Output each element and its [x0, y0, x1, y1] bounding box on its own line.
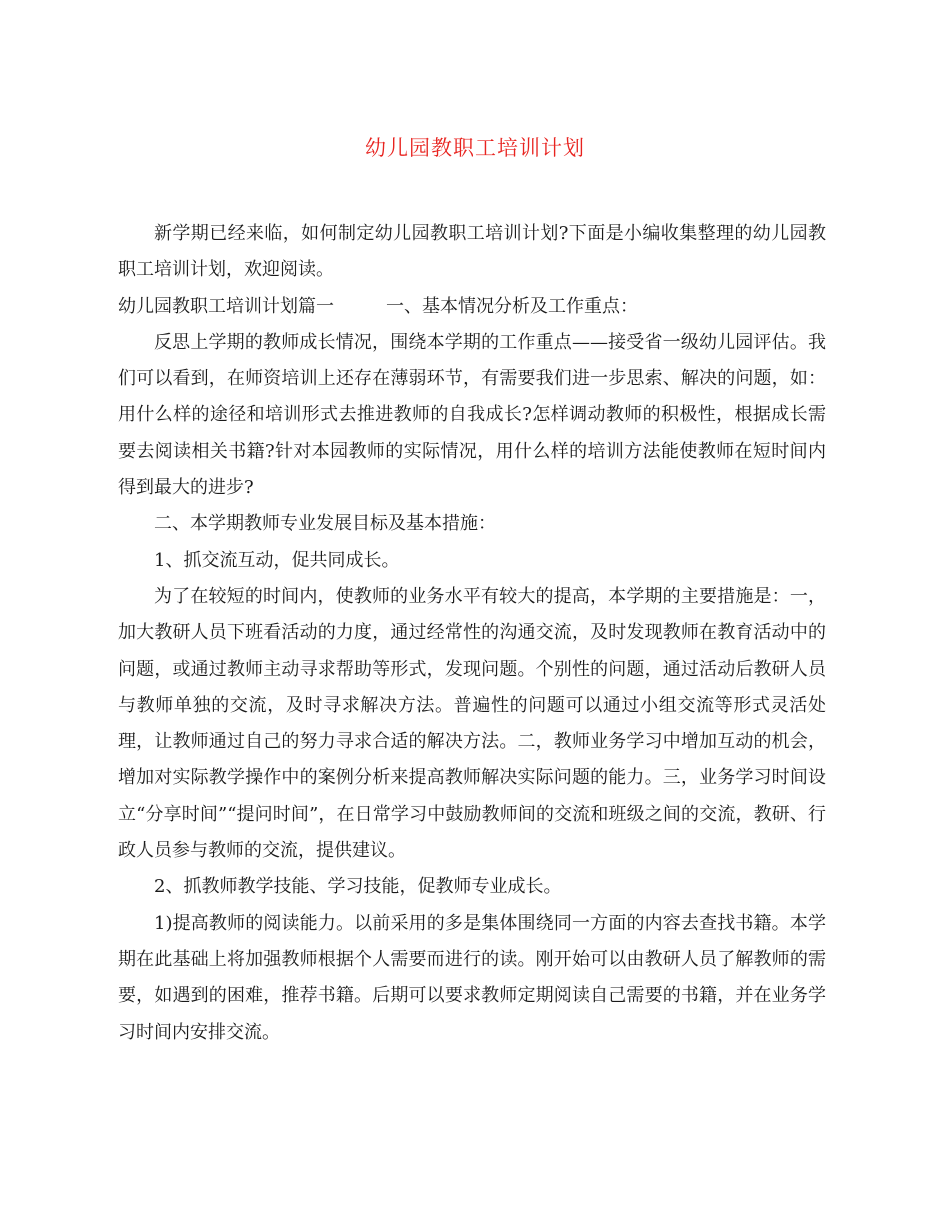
paragraph-analysis: 反思上学期的教师成长情况，围绕本学期的工作重点——接受省一级幼儿园评估。我们可以看到，在师资培训上还存在薄弱环节，有需要我们进一步思索、解决的问题，如：用什么样的途径和培训形式去推进教师的自我成长?怎样调动教师的积极性，根据成长需要去阅读相关书籍?针对本园教师的实际情况，用什么样的培训方法能使教师在短时间内得到最大的进步? — [118, 331, 826, 499]
document-body — [118, 216, 826, 1051]
heading-exchange: 1、抓交流互动，促共同成长。 — [154, 549, 400, 571]
section-label: 幼儿园教职工培训计划篇一 — [118, 295, 334, 317]
heading-goals: 二、本学期教师专业发展目标及基本措施： — [154, 513, 496, 535]
section-line — [118, 289, 826, 325]
heading-skills: 2、抓教师教学技能、学习技能，促教师专业成长。 — [154, 876, 562, 898]
paragraph-measures-text: 为了在较短的时间内，使教师的业务水平有较大的提高，本学期的主要措施是：一，加大教研人员下班看活动的力度，通过经常性的沟通交流，及时发现教师在教育活动中的问题，或通过教师主动寻求帮助等形式，发现问题。个别性的问题，通过活动后教研人员与教师单独的交流，及时寻求解决方法。普遍性的问题可以通过小组交流等形式灵活处理，让教师通过自己的努力寻求合适的解决方法。二，教师业务学习中增加互动的机会，增加对实际教学操作中的案例分析来提高教师解决实际问题的能力。三，业务学习时间设立“分享时间”“提问时间”，在日常学习中鼓励教师间的交流和班级之间的交流，教研、行政人员参与教师的交流，提供建议。 — [118, 585, 826, 862]
paragraph-measures — [118, 579, 826, 869]
section-heading: 一、基本情况分析及工作重点： — [386, 295, 638, 317]
paragraph-reading: 1)提高教师的阅读能力。以前采用的多是集体围绕同一方面的内容去查找书籍。本学期在此基础上将加强教师根据个人需要而进行的读。刚开始可以由教研人员了解教师的需要，如遇到的困难，推荐书籍。后期可以要求教师定期阅读自己需要的书籍，并在业务学习时间内安排交流。 — [118, 912, 826, 1043]
intro-paragraph: 新学期已经来临，如何制定幼儿园教职工培训计划?下面是小编收集整理的幼儿园教职工培训计划，欢迎阅读。 — [118, 223, 826, 281]
document-title: 幼儿园教职工培训计划 — [365, 136, 585, 160]
